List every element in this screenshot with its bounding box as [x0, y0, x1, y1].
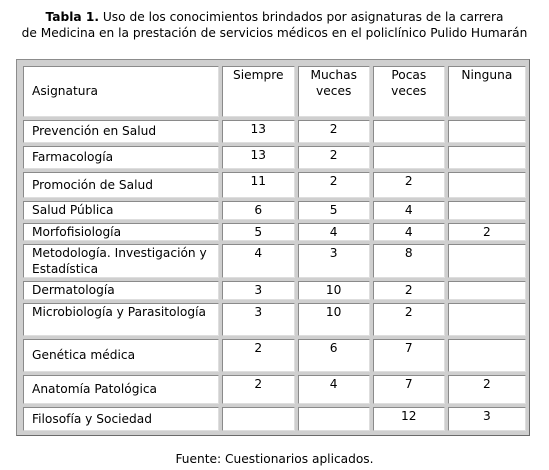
cell-siempre: 3	[222, 303, 294, 336]
cell-ninguna	[448, 146, 526, 169]
table-row	[23, 407, 526, 431]
cell-siempre: 5	[222, 223, 294, 242]
cell-muchas-veces: 2	[298, 120, 370, 143]
cell-siempre: 13	[222, 120, 294, 143]
row-subject-name: Salud Pública	[23, 201, 219, 220]
header-pocas-veces-label: Pocas veces	[391, 68, 427, 98]
cell-ninguna: 2	[448, 223, 526, 242]
row-subject-name: Farmacología	[23, 146, 219, 169]
cell-ninguna: 3	[448, 407, 526, 431]
table-row	[23, 244, 526, 278]
cell-ninguna	[448, 339, 526, 372]
cell-pocas-veces	[373, 120, 445, 143]
cell-muchas-veces: 4	[298, 223, 370, 242]
cell-pocas-veces: 2	[373, 281, 445, 300]
cell-siempre: 11	[222, 172, 294, 198]
cell-ninguna	[448, 244, 526, 278]
cell-siempre: 3	[222, 281, 294, 300]
table-row	[23, 223, 526, 242]
row-subject-name: Anatomía Patológica	[23, 375, 219, 404]
cell-pocas-veces: 4	[373, 223, 445, 242]
row-subject-name: Morfofisiología	[23, 223, 219, 242]
header-pocas-veces	[373, 66, 445, 117]
cell-ninguna	[448, 281, 526, 300]
table-caption-label: Tabla 1.	[45, 10, 99, 24]
cell-siempre: 13	[222, 146, 294, 169]
cell-ninguna	[448, 201, 526, 220]
cell-pocas-veces: 2	[373, 172, 445, 198]
cell-pocas-veces: 4	[373, 201, 445, 220]
row-subject-name: Metodología. Investigación y Estadística	[23, 244, 219, 278]
cell-siempre	[222, 407, 294, 431]
cell-muchas-veces: 10	[298, 303, 370, 336]
data-table	[20, 63, 529, 434]
table-row	[23, 281, 526, 300]
table-caption-text-line2: de Medicina en la prestación de servicios médicos en el policlínico Pulido Humarán	[21, 26, 528, 40]
cell-muchas-veces: 3	[298, 244, 370, 278]
table-header-row	[23, 66, 526, 117]
cell-muchas-veces: 2	[298, 172, 370, 198]
cell-muchas-veces: 2	[298, 146, 370, 169]
cell-muchas-veces: 4	[298, 375, 370, 404]
row-subject-name: Microbiología y Parasitología	[23, 303, 219, 336]
table-caption-text-line1: Uso de los conocimientos brindados por asignaturas de la carrera	[99, 10, 504, 24]
row-subject-name: Filosofía y Sociedad	[23, 407, 219, 431]
cell-siempre: 2	[222, 339, 294, 372]
table-row	[23, 201, 526, 220]
header-muchas-veces-label: Muchas veces	[310, 68, 357, 98]
cell-pocas-veces: 12	[373, 407, 445, 431]
cell-ninguna	[448, 172, 526, 198]
cell-pocas-veces: 7	[373, 339, 445, 372]
table-row	[23, 146, 526, 169]
cell-siempre: 4	[222, 244, 294, 278]
header-siempre: Siempre	[222, 66, 294, 117]
row-subject-name: Genética médica	[23, 339, 219, 372]
cell-pocas-veces: 7	[373, 375, 445, 404]
header-muchas-veces	[298, 66, 370, 117]
header-ninguna: Ninguna	[448, 66, 526, 117]
data-table-frame	[16, 59, 530, 436]
cell-pocas-veces: 2	[373, 303, 445, 336]
table-caption	[0, 9, 549, 41]
row-subject-name: Promoción de Salud	[23, 172, 219, 198]
cell-siempre: 2	[222, 375, 294, 404]
table-row	[23, 339, 526, 372]
cell-ninguna: 2	[448, 375, 526, 404]
row-subject-name: Dermatología	[23, 281, 219, 300]
header-asignatura: Asignatura	[23, 66, 219, 117]
cell-siempre: 6	[222, 201, 294, 220]
table-row	[23, 303, 526, 336]
table-source-note: Fuente: Cuestionarios aplicados.	[175, 452, 374, 466]
cell-ninguna	[448, 120, 526, 143]
cell-muchas-veces: 6	[298, 339, 370, 372]
cell-ninguna	[448, 303, 526, 336]
table-row	[23, 375, 526, 404]
cell-muchas-veces	[298, 407, 370, 431]
cell-pocas-veces	[373, 146, 445, 169]
cell-muchas-veces: 10	[298, 281, 370, 300]
table-row	[23, 120, 526, 143]
table-row	[23, 172, 526, 198]
cell-muchas-veces: 5	[298, 201, 370, 220]
cell-pocas-veces: 8	[373, 244, 445, 278]
row-subject-name: Prevención en Salud	[23, 120, 219, 143]
